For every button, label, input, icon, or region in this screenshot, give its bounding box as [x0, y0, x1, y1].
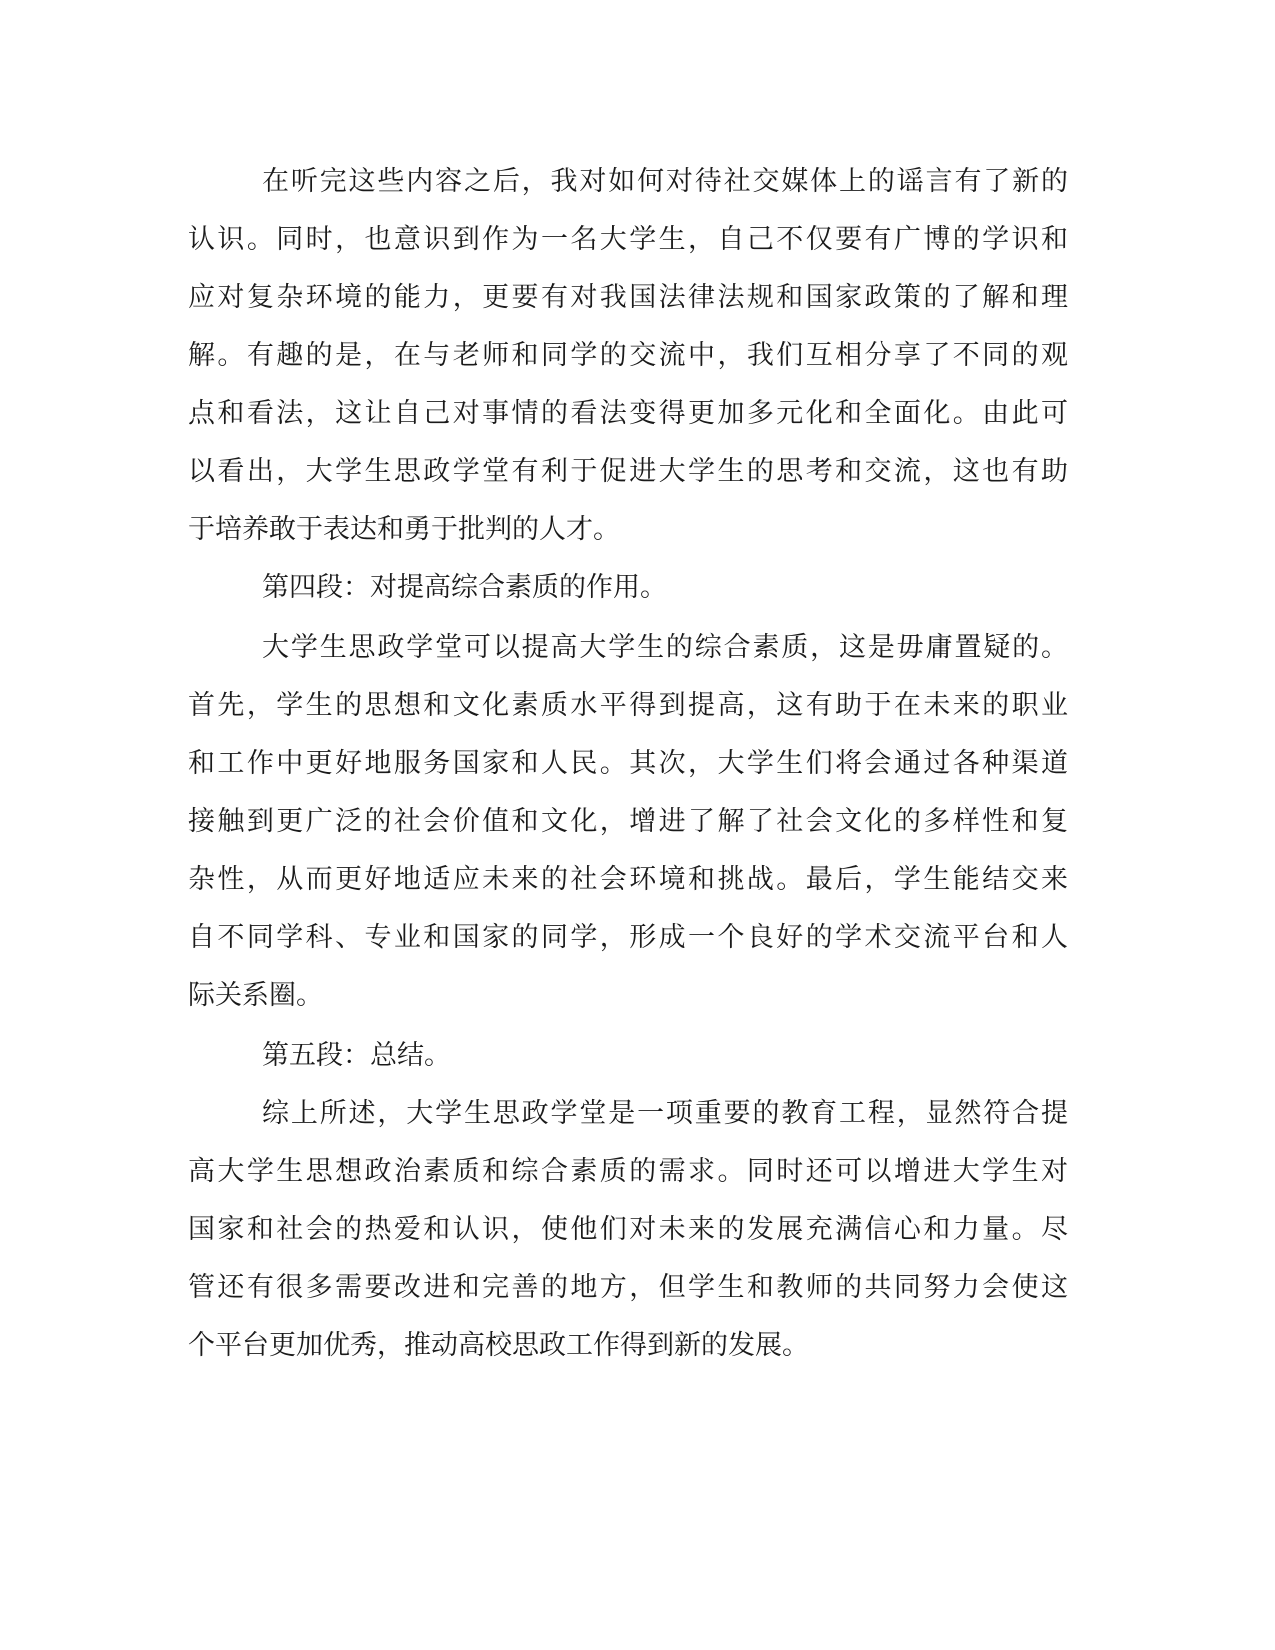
section-heading-4: 第四段：对提高综合素质的作用。 — [262, 572, 667, 603]
text-line: 首先，学生的思想和文化素质水平得到提高，这有助于在未来的职业 — [188, 690, 1068, 721]
text-line: 国家和社会的热爱和认识，使他们对未来的发展充满信心和力量。尽 — [188, 1214, 1068, 1245]
section-heading-5: 第五段：总结。 — [262, 1040, 451, 1071]
text-line: 个平台更加优秀，推动高校思政工作得到新的发展。 — [188, 1330, 809, 1361]
text-line: 杂性，从而更好地适应未来的社会环境和挑战。最后，学生能结交来 — [188, 864, 1068, 895]
text-line: 和工作中更好地服务国家和人民。其次，大学生们将会通过各种渠道 — [188, 748, 1068, 779]
text-line: 点和看法，这让自己对事情的看法变得更加多元化和全面化。由此可 — [188, 398, 1068, 429]
text-line: 解。有趣的是，在与老师和同学的交流中，我们互相分享了不同的观 — [188, 340, 1068, 371]
text-line: 大学生思政学堂可以提高大学生的综合素质，这是毋庸置疑的。 — [262, 632, 1068, 663]
text-line: 管还有很多需要改进和完善的地方，但学生和教师的共同努力会使这 — [188, 1272, 1068, 1303]
text-line: 综上所述，大学生思政学堂是一项重要的教育工程，显然符合提 — [262, 1098, 1068, 1129]
text-line: 自不同学科、专业和国家的同学，形成一个良好的学术交流平台和人 — [188, 922, 1068, 953]
text-line: 以看出，大学生思政学堂有利于促进大学生的思考和交流，这也有助 — [188, 456, 1068, 487]
text-line: 于培养敢于表达和勇于批判的人才。 — [188, 514, 620, 545]
text-line: 在听完这些内容之后，我对如何对待社交媒体上的谣言有了新的 — [262, 166, 1068, 197]
text-line: 认识。同时，也意识到作为一名大学生，自己不仅要有广博的学识和 — [188, 224, 1068, 255]
text-line: 应对复杂环境的能力，更要有对我国法律法规和国家政策的了解和理 — [188, 282, 1068, 313]
text-line: 高大学生思想政治素质和综合素质的需求。同时还可以增进大学生对 — [188, 1156, 1068, 1187]
text-line: 接触到更广泛的社会价值和文化，增进了解了社会文化的多样性和复 — [188, 806, 1068, 837]
text-line: 际关系圈。 — [188, 980, 323, 1011]
